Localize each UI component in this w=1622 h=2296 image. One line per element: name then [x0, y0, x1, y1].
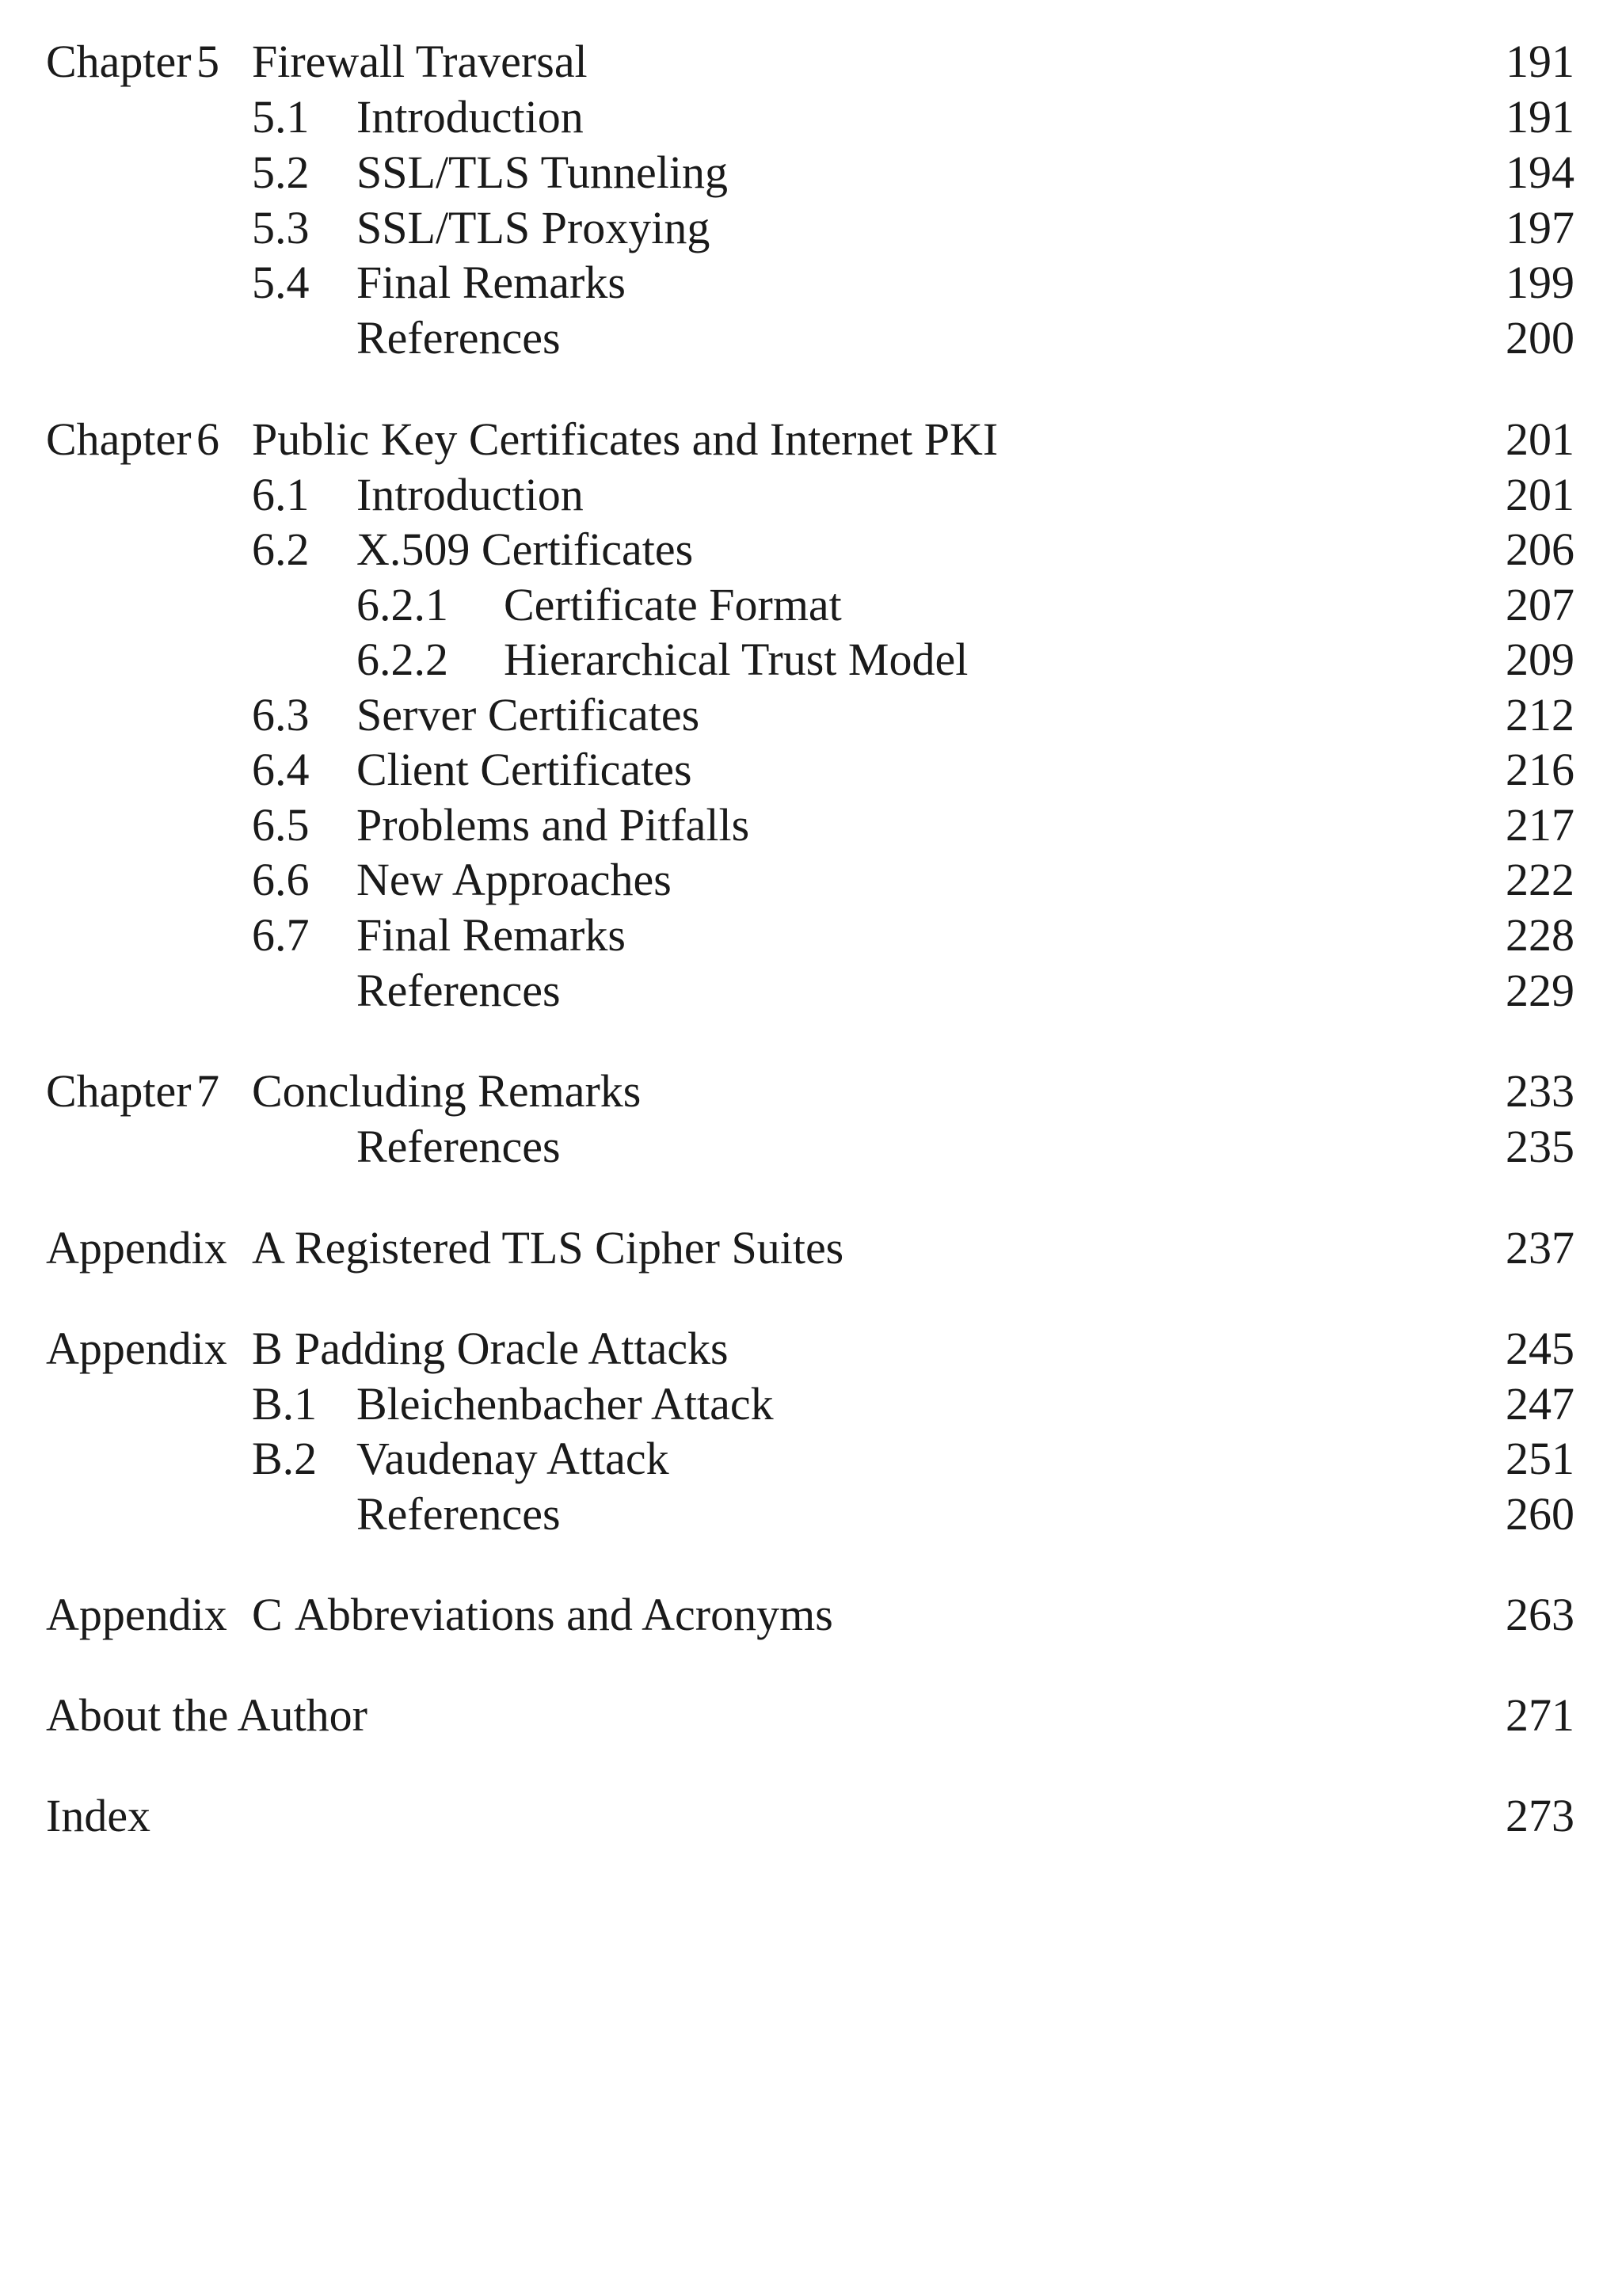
toc-section[interactable] [0, 145, 1622, 200]
toc-section[interactable] [0, 1431, 1622, 1487]
appendix-label: Appendix [46, 1589, 227, 1640]
page-number: 263 [1506, 1589, 1574, 1640]
appendix-letter: C [252, 1589, 283, 1640]
section-number: 6.1 [252, 469, 310, 520]
section-number: 6.7 [252, 909, 310, 961]
references-title: References [356, 312, 561, 364]
appendix-label: Appendix [46, 1222, 227, 1274]
entry-title: Index [46, 1790, 151, 1841]
section-title: Client Certificates [356, 744, 692, 795]
page-number: 200 [1506, 312, 1574, 364]
section-number: B.2 [252, 1433, 318, 1484]
toc-references[interactable] [0, 1487, 1622, 1542]
entry-title: About the Author [46, 1689, 367, 1741]
toc-section[interactable] [0, 1376, 1622, 1432]
toc-section[interactable] [0, 798, 1622, 853]
section-title: Bleichenbacher Attack [356, 1378, 774, 1430]
page-number: 191 [1506, 36, 1574, 87]
section-number: 5.4 [252, 257, 310, 308]
subsection-title: Hierarchical Trust Model [504, 634, 969, 685]
section-title: Vaudenay Attack [356, 1433, 669, 1484]
section-number: 5.2 [252, 147, 310, 198]
subsection-number: 6.2.1 [356, 579, 448, 630]
toc-chapter-5[interactable] [0, 34, 1622, 89]
toc-references[interactable] [0, 1119, 1622, 1175]
page-number: 197 [1506, 202, 1574, 253]
chapter-title: Firewall Traversal [252, 36, 588, 87]
chapter-number: 7 [196, 1065, 219, 1117]
section-number: 6.6 [252, 854, 310, 905]
page-number: 228 [1506, 909, 1574, 961]
page-number: 216 [1506, 744, 1574, 795]
page-number: 201 [1506, 413, 1574, 465]
appendix-label: Appendix [46, 1323, 227, 1374]
page-number: 199 [1506, 257, 1574, 308]
appendix-letter: B [252, 1323, 283, 1374]
page-number: 273 [1506, 1790, 1574, 1841]
toc-section[interactable] [0, 522, 1622, 577]
page-number: 247 [1506, 1378, 1574, 1430]
section-title: Final Remarks [356, 909, 626, 961]
toc-section[interactable] [0, 687, 1622, 743]
section-number: 6.4 [252, 744, 310, 795]
section-number: 6.5 [252, 799, 310, 851]
page-number: 194 [1506, 147, 1574, 198]
toc-section[interactable] [0, 467, 1622, 523]
page-number: 212 [1506, 689, 1574, 741]
toc-references[interactable] [0, 310, 1622, 366]
section-title: New Approaches [356, 854, 672, 905]
section-number: 6.3 [252, 689, 310, 741]
toc-subsection[interactable] [0, 632, 1622, 687]
appendix-letter: A [252, 1222, 285, 1274]
page-number: 217 [1506, 799, 1574, 851]
section-title: SSL/TLS Tunneling [356, 147, 728, 198]
page-number: 245 [1506, 1323, 1574, 1374]
chapter-label: Chapter [46, 36, 192, 87]
references-title: References [356, 1121, 561, 1172]
page-number: 191 [1506, 91, 1574, 143]
section-number: 5.3 [252, 202, 310, 253]
toc-references[interactable] [0, 963, 1622, 1019]
page-number: 229 [1506, 965, 1574, 1016]
section-number: 6.2 [252, 524, 310, 575]
page-number: 233 [1506, 1065, 1574, 1117]
references-title: References [356, 965, 561, 1016]
toc-section[interactable] [0, 742, 1622, 798]
toc-chapter-6[interactable] [0, 412, 1622, 467]
page-number: 251 [1506, 1433, 1574, 1484]
toc-appendix-a[interactable] [0, 1220, 1622, 1276]
page-number: 206 [1506, 524, 1574, 575]
section-number: 5.1 [252, 91, 310, 143]
chapter-number: 6 [196, 413, 219, 465]
toc-section[interactable] [0, 255, 1622, 310]
chapter-label: Chapter [46, 413, 192, 465]
page-number: 235 [1506, 1121, 1574, 1172]
page-number: 222 [1506, 854, 1574, 905]
toc-section[interactable] [0, 908, 1622, 963]
section-title: Server Certificates [356, 689, 700, 741]
section-title: Introduction [356, 91, 584, 143]
page-number: 271 [1506, 1689, 1574, 1741]
toc-subsection[interactable] [0, 577, 1622, 633]
section-title: X.509 Certificates [356, 524, 694, 575]
toc-section[interactable] [0, 89, 1622, 145]
toc-chapter-7[interactable] [0, 1064, 1622, 1119]
section-title: Problems and Pitfalls [356, 799, 750, 851]
section-title: Introduction [356, 469, 584, 520]
references-title: References [356, 1488, 561, 1540]
chapter-label: Chapter [46, 1065, 192, 1117]
toc-about-author[interactable] [0, 1688, 1622, 1743]
chapter-title: Public Key Certificates and Internet PKI [252, 413, 999, 465]
section-title: Final Remarks [356, 257, 626, 308]
toc-section[interactable] [0, 200, 1622, 256]
subsection-number: 6.2.2 [356, 634, 448, 685]
toc-index[interactable] [0, 1788, 1622, 1844]
subsection-title: Certificate Format [504, 579, 842, 630]
page-number: 201 [1506, 469, 1574, 520]
toc-appendix-c[interactable] [0, 1587, 1622, 1643]
appendix-title: Registered TLS Cipher Suites [295, 1222, 844, 1274]
toc-appendix-b[interactable] [0, 1321, 1622, 1376]
chapter-number: 5 [196, 36, 219, 87]
section-number: B.1 [252, 1378, 318, 1430]
page-number: 207 [1506, 579, 1574, 630]
page-number: 209 [1506, 634, 1574, 685]
section-title: SSL/TLS Proxying [356, 202, 710, 253]
appendix-title: Padding Oracle Attacks [295, 1323, 729, 1374]
chapter-title: Concluding Remarks [252, 1065, 642, 1117]
page-number: 260 [1506, 1488, 1574, 1540]
page-number: 237 [1506, 1222, 1574, 1274]
toc-section[interactable] [0, 852, 1622, 908]
appendix-title: Abbreviations and Acronyms [295, 1589, 833, 1640]
